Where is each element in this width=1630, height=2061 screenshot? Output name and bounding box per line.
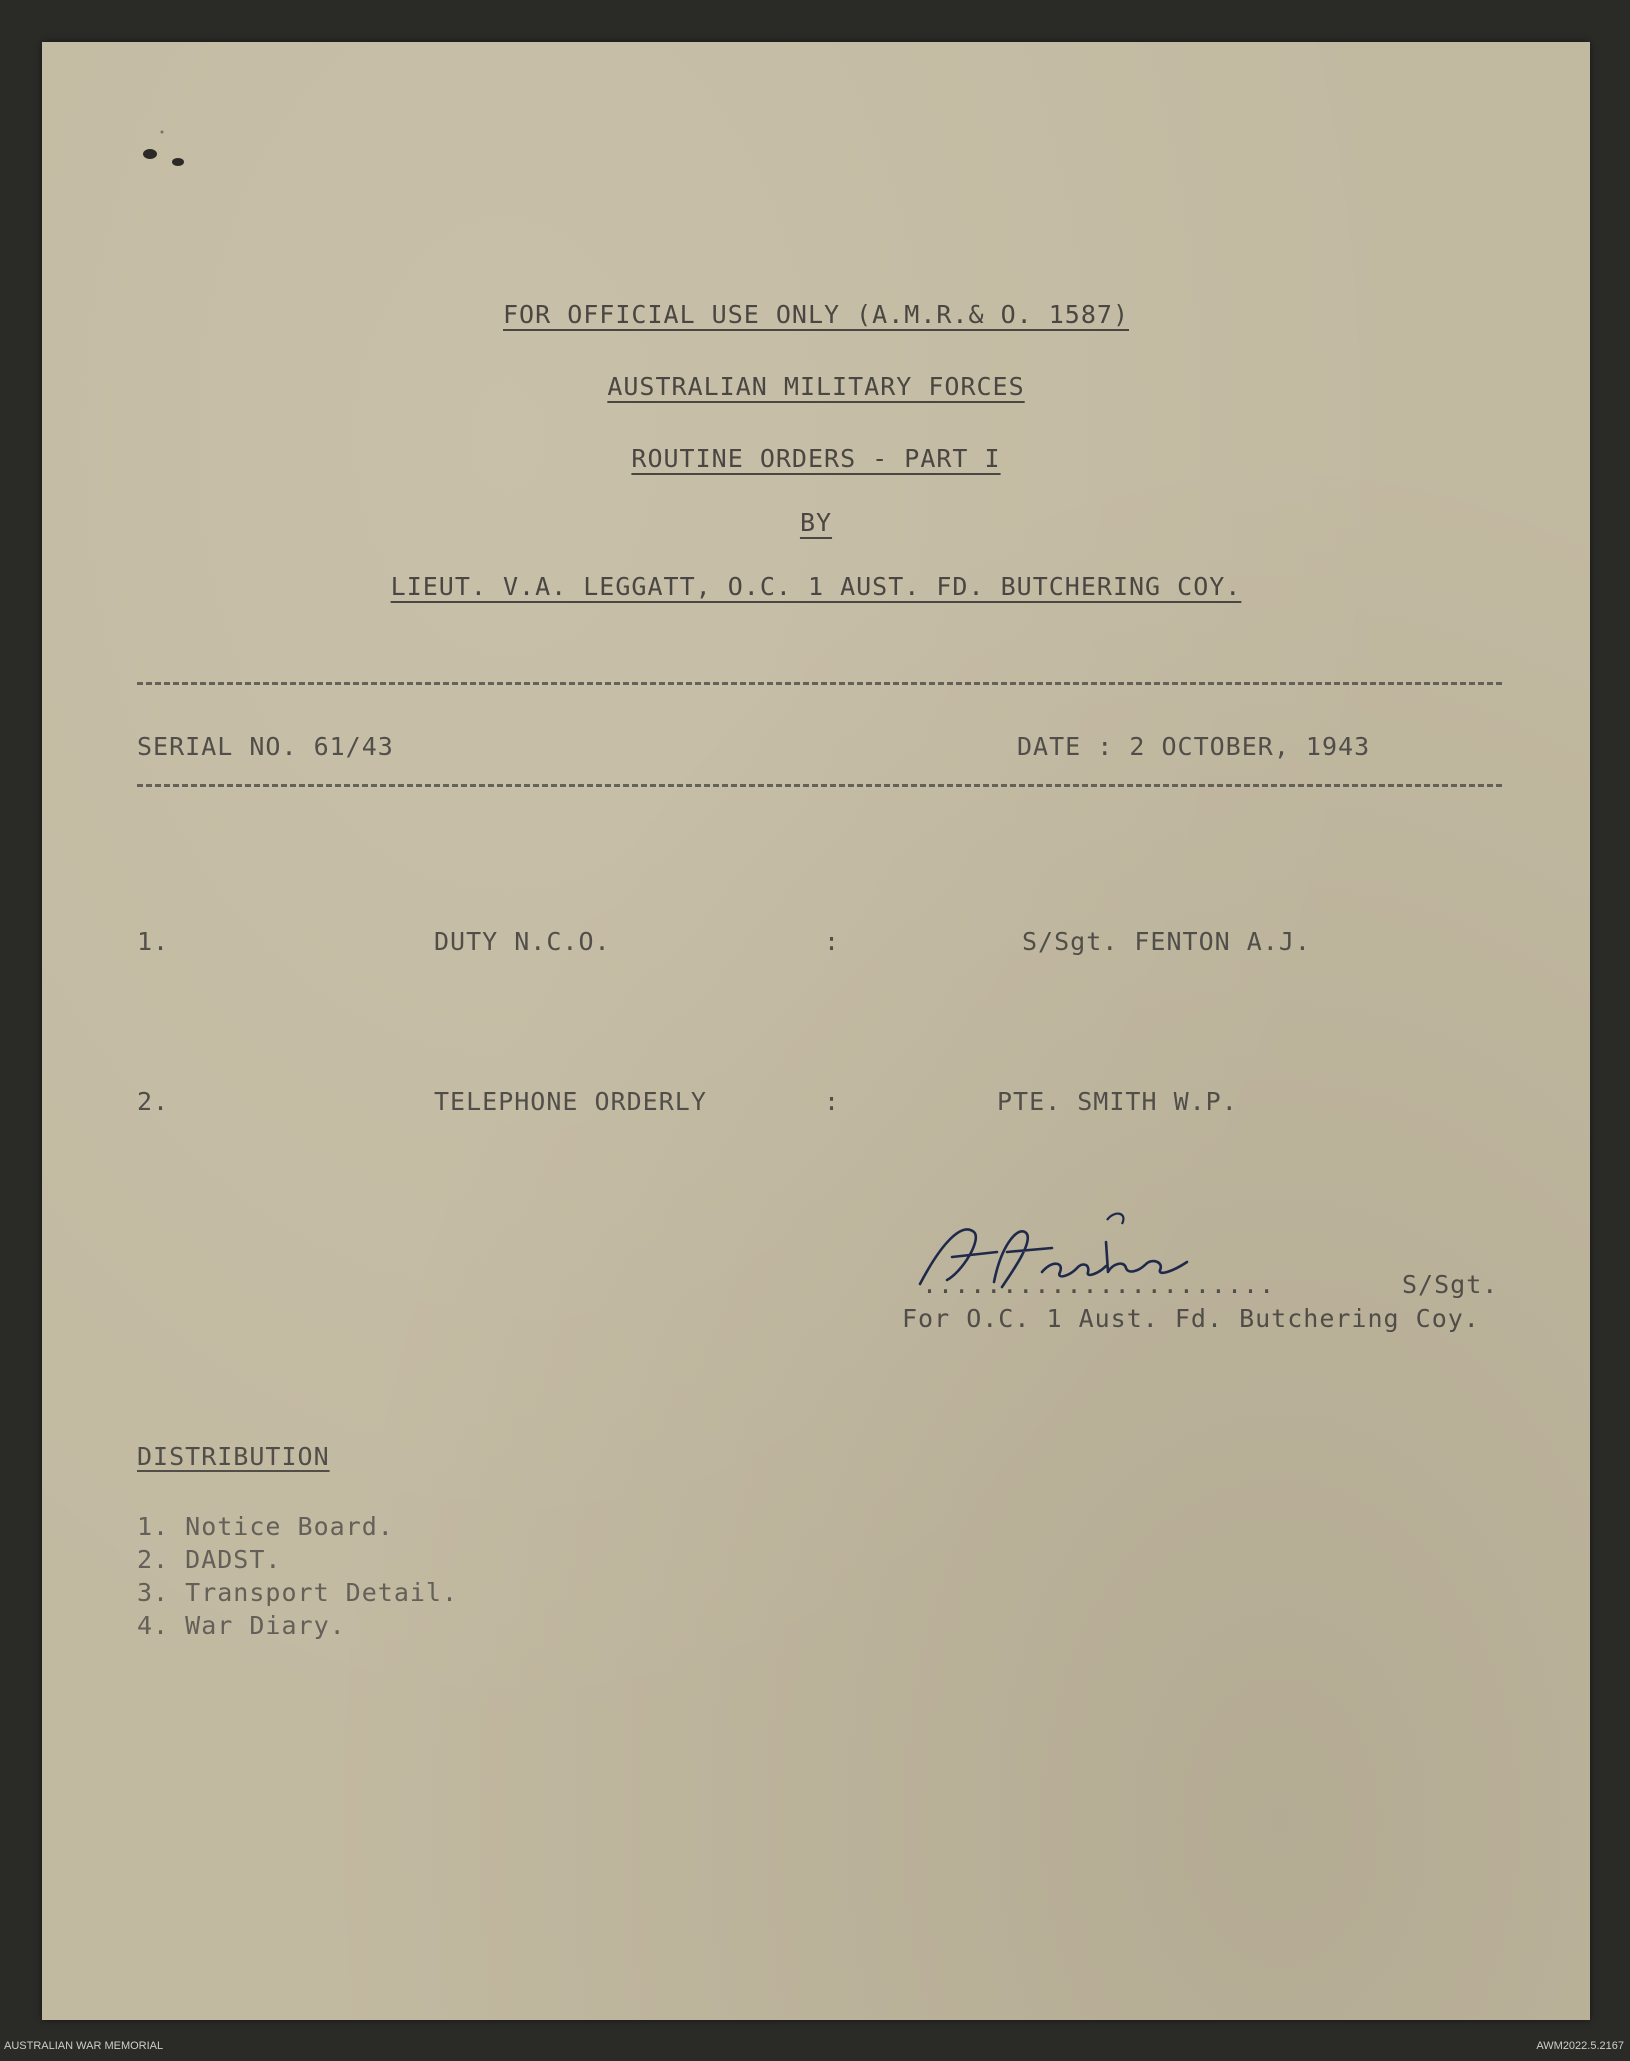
distribution-item: 2. DADST. <box>137 1545 282 1574</box>
distribution-item: 1. Notice Board. <box>137 1512 394 1541</box>
order-separator: : <box>824 927 841 956</box>
document-page <box>42 42 1590 2020</box>
signature-dots: ...................... <box>922 1270 1276 1299</box>
top-rule <box>137 682 1502 685</box>
order-date: DATE : 2 OCTOBER, 1943 <box>1017 732 1371 761</box>
order-number: 2. <box>137 1087 170 1116</box>
punch-marks <box>130 124 220 184</box>
order-title: DUTY N.C.O. <box>434 927 611 956</box>
serial-number: SERIAL NO. 61/43 <box>137 732 394 761</box>
distribution-item: 4. War Diary. <box>137 1611 346 1640</box>
order-number: 1. <box>137 927 170 956</box>
distribution-item: 3. Transport Detail. <box>137 1578 459 1607</box>
classification-heading: FOR OFFICIAL USE ONLY (A.M.R.& O. 1587) <box>503 300 1129 329</box>
archive-reference: AWM2022.5.2167 <box>1536 2040 1624 2052</box>
by-heading: BY <box>799 508 833 537</box>
issuer-heading: LIEUT. V.A. LEGGATT, O.C. 1 AUST. FD. BUTCHERING COY. <box>390 572 1242 601</box>
organisation-heading: AUSTRALIAN MILITARY FORCES <box>607 372 1025 401</box>
distribution-title: DISTRIBUTION <box>137 1442 330 1471</box>
signatory-rank: S/Sgt. <box>1402 1270 1499 1299</box>
order-separator: : <box>824 1087 841 1116</box>
order-value: S/Sgt. FENTON A.J. <box>1022 927 1311 956</box>
bottom-rule <box>137 784 1502 787</box>
order-value: PTE. SMITH W.P. <box>997 1087 1238 1116</box>
archive-label: AUSTRALIAN WAR MEMORIAL <box>4 2040 164 2052</box>
order-title: TELEPHONE ORDERLY <box>434 1087 707 1116</box>
orders-heading: ROUTINE ORDERS - PART I <box>631 444 1001 473</box>
signature-for-line: For O.C. 1 Aust. Fd. Butchering Coy. <box>902 1304 1480 1333</box>
